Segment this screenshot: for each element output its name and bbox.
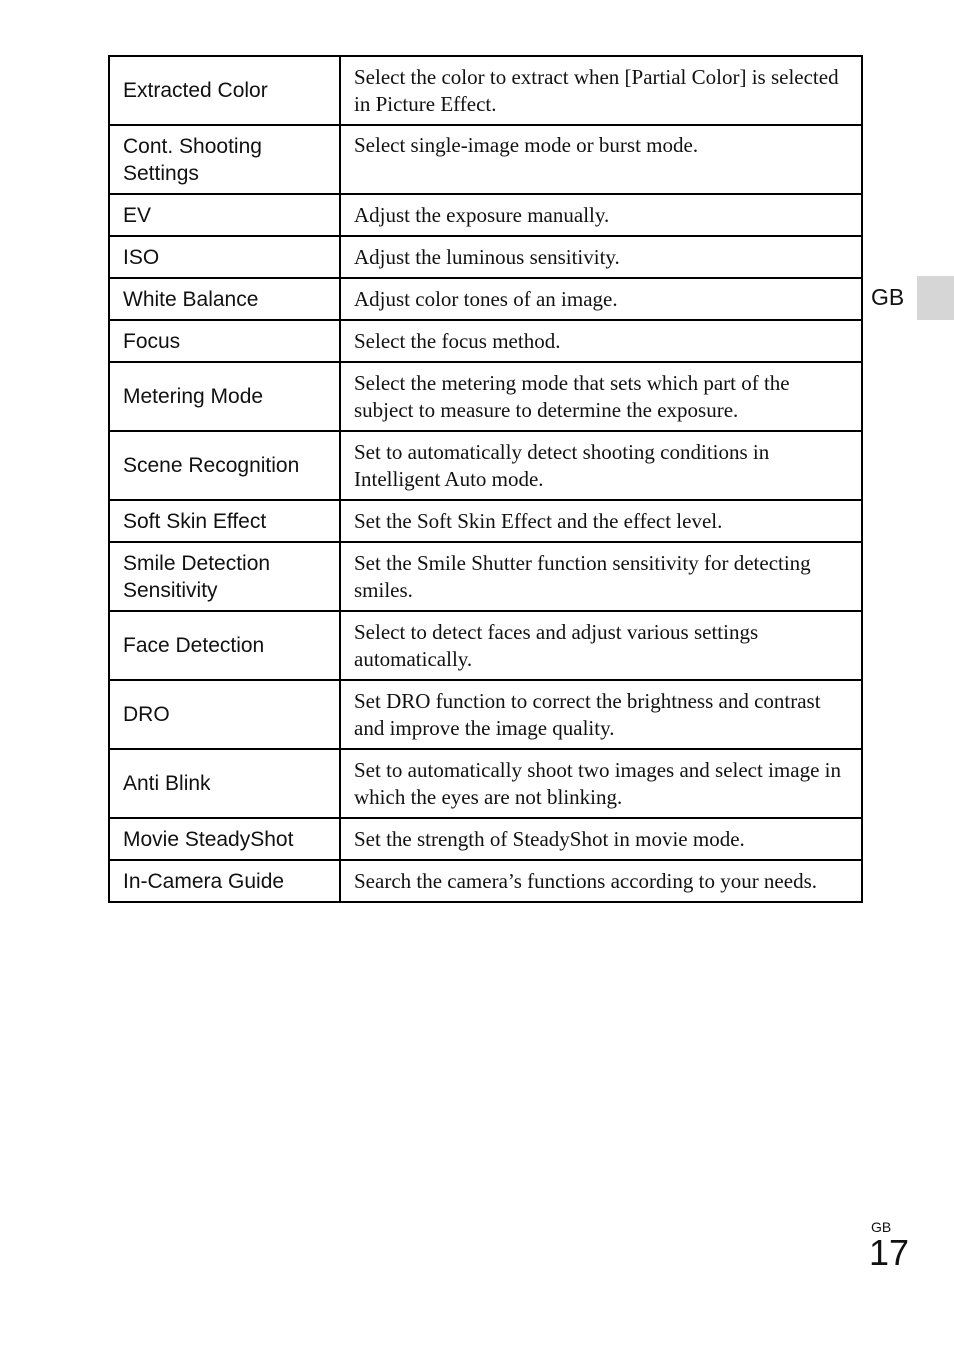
side-tab-marker bbox=[917, 276, 954, 320]
function-name: DRO bbox=[109, 680, 340, 749]
function-description: Set DRO function to correct the brightness and contrast and improve the image quality. bbox=[340, 680, 862, 749]
function-description: Set the strength of SteadyShot in movie mode. bbox=[340, 818, 862, 860]
function-description: Select to detect faces and adjust various settings automatically. bbox=[340, 611, 862, 680]
function-description: Search the camera’s functions according to your needs. bbox=[340, 860, 862, 902]
function-description: Set the Soft Skin Effect and the effect level. bbox=[340, 500, 862, 542]
table-row bbox=[109, 125, 862, 194]
function-description: Select the color to extract when [Partial Color] is selected in Picture Effect. bbox=[340, 56, 862, 125]
function-description: Select single-image mode or burst mode. bbox=[340, 125, 862, 194]
table-row bbox=[109, 362, 862, 431]
function-name: Focus bbox=[109, 320, 340, 362]
table-row bbox=[109, 680, 862, 749]
function-table bbox=[108, 55, 863, 903]
table-row bbox=[109, 542, 862, 611]
table-row bbox=[109, 236, 862, 278]
function-name: Scene Recognition bbox=[109, 431, 340, 500]
function-description: Select the metering mode that sets which part of the subject to measure to determine the exposure. bbox=[340, 362, 862, 431]
table-row bbox=[109, 431, 862, 500]
function-name: Extracted Color bbox=[109, 56, 340, 125]
table-row bbox=[109, 860, 862, 902]
function-name: Anti Blink bbox=[109, 749, 340, 818]
table-row bbox=[109, 320, 862, 362]
function-name: ISO bbox=[109, 236, 340, 278]
function-description: Set to automatically shoot two images and select image in which the eyes are not blinking. bbox=[340, 749, 862, 818]
table-row bbox=[109, 749, 862, 818]
function-name: In-Camera Guide bbox=[109, 860, 340, 902]
function-name: Smile Detection Sensitivity bbox=[109, 542, 340, 611]
function-description: Adjust the luminous sensitivity. bbox=[340, 236, 862, 278]
table-row bbox=[109, 56, 862, 125]
function-name: Soft Skin Effect bbox=[109, 500, 340, 542]
table-row bbox=[109, 278, 862, 320]
side-tab-label: GB bbox=[871, 284, 905, 310]
table-row bbox=[109, 611, 862, 680]
page-number: 17 bbox=[869, 1232, 910, 1273]
function-name: EV bbox=[109, 194, 340, 236]
function-description: Set the Smile Shutter function sensitivity for detecting smiles. bbox=[340, 542, 862, 611]
table-row bbox=[109, 818, 862, 860]
function-name: Movie SteadyShot bbox=[109, 818, 340, 860]
function-name: Metering Mode bbox=[109, 362, 340, 431]
function-description: Set to automatically detect shooting conditions in Intelligent Auto mode. bbox=[340, 431, 862, 500]
table-row bbox=[109, 194, 862, 236]
table-row bbox=[109, 500, 862, 542]
function-name: Cont. Shooting Settings bbox=[109, 125, 340, 194]
function-description: Select the focus method. bbox=[340, 320, 862, 362]
function-name: Face Detection bbox=[109, 611, 340, 680]
function-name: White Balance bbox=[109, 278, 340, 320]
function-description: Adjust color tones of an image. bbox=[340, 278, 862, 320]
page-language-label: GB bbox=[871, 1219, 892, 1235]
function-description: Adjust the exposure manually. bbox=[340, 194, 862, 236]
